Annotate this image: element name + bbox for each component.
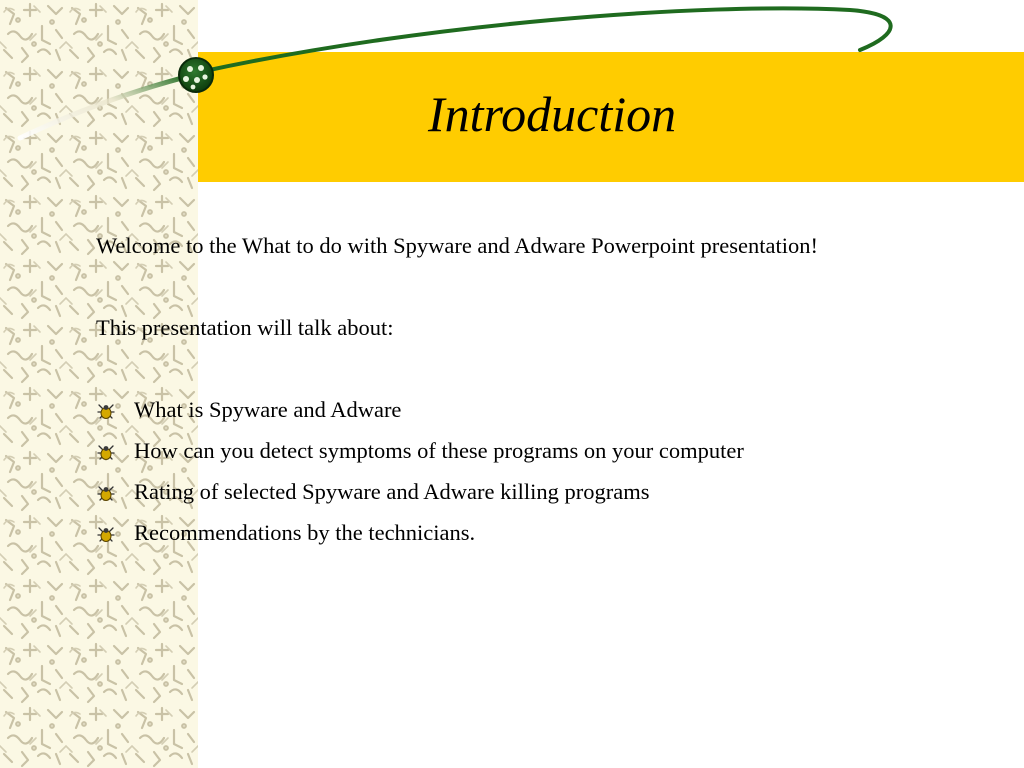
- list-item-text: Rating of selected Spyware and Adware killing programs: [134, 479, 650, 504]
- list-item: [96, 474, 744, 515]
- list-item: [96, 515, 744, 556]
- list-item: [96, 433, 744, 474]
- intro-paragraph: Welcome to the What to do with Spyware and Adware Powerpoint presentation!: [96, 233, 818, 258]
- bug-bullet-icon: [96, 524, 116, 544]
- pattern-motif-graphic: [0, 0, 198, 768]
- list-item-text: How can you detect symptoms of these programs on your computer: [134, 438, 744, 463]
- lead-paragraph: This presentation will talk about:: [96, 315, 394, 340]
- bug-bullet-icon: [96, 483, 116, 503]
- bug-bullet-icon: [96, 442, 116, 462]
- bug-bullet-icon: [96, 401, 116, 421]
- slide-title: Introduction: [428, 86, 677, 142]
- list-item-text: Recommendations by the technicians.: [134, 520, 476, 545]
- list-item: [96, 392, 744, 433]
- decorative-pattern-strip: [0, 0, 198, 768]
- list-item-text: What is Spyware and Adware: [134, 397, 402, 422]
- topic-list: [96, 392, 744, 556]
